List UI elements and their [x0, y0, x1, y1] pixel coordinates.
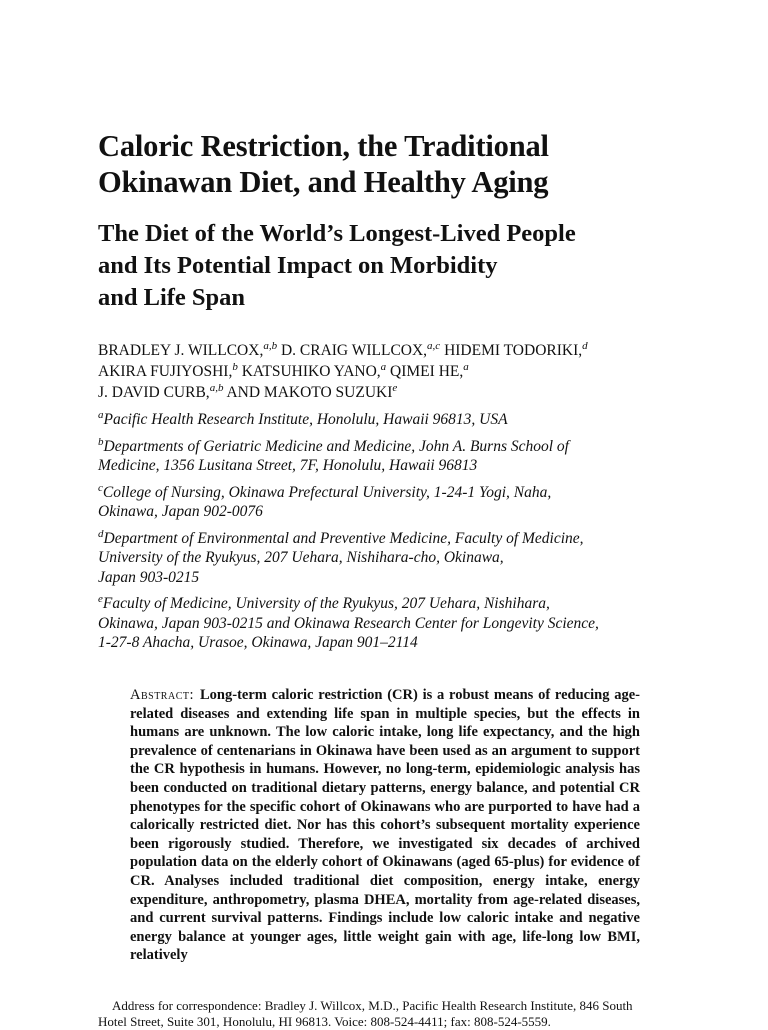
affiliation [98, 594, 670, 653]
affiliation-line: University of the Ryukyus, 207 Uehara, Nishihara-cho, Okinawa, [98, 549, 504, 566]
affiliation-mark: e [98, 592, 103, 605]
author-name: AND MAKOTO SUZUKI [226, 384, 393, 401]
author-affil-mark: a,b [209, 381, 224, 394]
article-header [98, 128, 670, 660]
affiliation-line: Japan 903-0215 [98, 568, 200, 586]
author-name: KATSUHIKO YANO, [241, 363, 381, 380]
author-affil-mark: a,c [427, 339, 441, 352]
author-affil-mark: a,b [263, 339, 278, 352]
abstract-text: Long-term caloric restriction (CR) is a robust means of reducing age-related diseases and extending life span in multiple species, but the effects in humans are unknown. The low caloric intake, long life expectancy, and the high prevalence of centenarians in Okinawa have been used as an argument to support the CR hypothesis in humans. However, no long-term, epidemiologic analysis has been conducted on traditional dietary patterns, energy balance, and potential CR phenotypes for the specific cohort of Okinawans who are purported to have had a calorically restricted diet. Nor has this cohort’s subsequent mortality experience been rigorously studied. Therefore, we investigated six decades of archived population data on the elderly cohort of Okinawans (aged 65-plus) for evidence of CR. Analyses included traditional diet composition, energy intake, energy expenditure, anthropometry, plasma DHEA, mortality from age-related diseases, and current survival patterns. Findings include low caloric intake and negative energy balance at younger ages, little weight gain with age, life-long low BMI, relatively [130, 687, 640, 964]
affiliation-mark: a [98, 408, 104, 421]
author-affil-mark: d [582, 339, 588, 352]
author-name: J. DAVID CURB, [98, 384, 210, 401]
affiliation-line: 1-27-8 Ahacha, Urasoe, Okinawa, Japan 901–2114 [98, 634, 418, 651]
abstract [130, 686, 640, 965]
affiliation-mark: b [98, 435, 104, 448]
author-affil-mark: a [463, 360, 469, 373]
author-name: BRADLEY J. WILLCOX, [98, 342, 264, 359]
subtitle-line: The Diet of the World’s Longest-Lived People [98, 220, 576, 247]
affiliation [98, 529, 670, 588]
affiliation-line: Okinawa, Japan 902-0076 [98, 503, 263, 520]
author-name: QIMEI HE, [390, 363, 464, 380]
footnote-line: Hotel Street, Suite 301, Honolulu, HI 96813. Voice: 808-524-4411; fax: 808-524-5559. [98, 1014, 551, 1029]
subtitle-line: and Life Span [98, 284, 246, 311]
affiliation-list [98, 410, 670, 653]
affiliation-line: Okinawa, Japan 903-0215 and Okinawa Research Center for Longevity Science, [98, 614, 599, 632]
footnote-line: Address for correspondence: Bradley J. Willcox, M.D., Pacific Health Research Institute, 846 South [112, 998, 633, 1013]
author-name: HIDEMI TODORIKI, [444, 342, 583, 359]
affiliation [98, 483, 670, 522]
article-title [98, 128, 670, 200]
author-name: D. CRAIG WILLCOX, [280, 342, 428, 359]
title-line: Caloric Restriction, the Traditional [98, 129, 549, 163]
title-line: Okinawan Diet, and Healthy Aging [98, 165, 549, 199]
abstract-label: Abstract: [130, 687, 195, 703]
affiliation-line: Faculty of Medicine, University of the Ryukyus, 207 Uehara, Nishihara, [102, 595, 550, 612]
affiliation-mark: d [98, 527, 104, 540]
affiliation-line: College of Nursing, Okinawa Prefectural University, 1-24-1 Yogi, Naha, [102, 483, 552, 501]
affiliation-line: Pacific Health Research Institute, Honolulu, Hawaii 96813, USA [103, 411, 508, 428]
affiliation [98, 410, 670, 430]
article-subtitle [98, 218, 670, 314]
author-name: AKIRA FUJIYOSHI, [98, 363, 233, 380]
author-affil-mark: b [232, 360, 238, 373]
affiliation-line: Department of Environmental and Preventive Medicine, Faculty of Medicine, [103, 529, 584, 547]
affiliation-line: Medicine, 1356 Lusitana Street, 7F, Honolulu, Hawaii 96813 [98, 457, 478, 474]
affiliation [98, 437, 670, 476]
subtitle-line: and Its Potential Impact on Morbidity [98, 252, 498, 279]
affiliation-mark: c [98, 481, 103, 494]
correspondence-footnote [98, 998, 676, 1030]
author-affil-mark: a [380, 360, 387, 373]
author-list [98, 340, 670, 403]
affiliation-line: Departments of Geriatric Medicine and Medicine, John A. Burns School of [103, 437, 569, 455]
author-affil-mark: e [392, 381, 398, 394]
